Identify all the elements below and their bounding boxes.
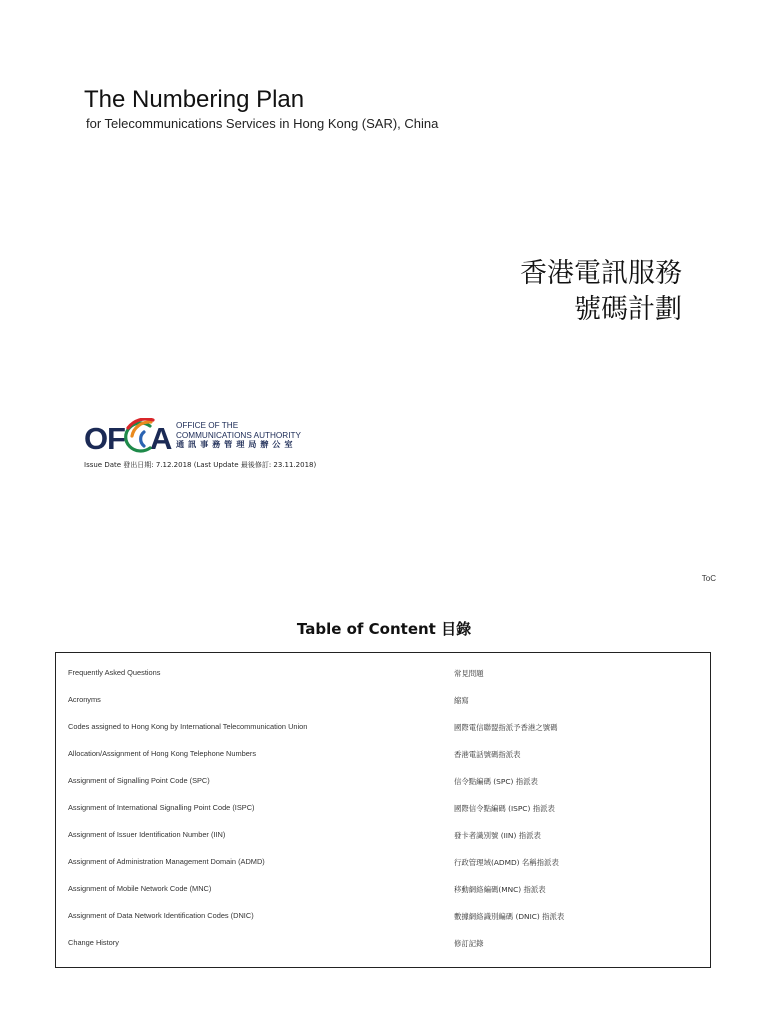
toc-entry-zh[interactable]: 縮寫	[454, 696, 469, 705]
document-subtitle: for Telecommunications Services in Hong Kong (SAR), China	[86, 116, 439, 131]
toc-entry-en[interactable]: Assignment of Issuer Identification Number (IIN)	[68, 830, 226, 839]
logo-letter-f: F	[107, 421, 126, 454]
toc-row-mnc[interactable]	[56, 876, 710, 903]
toc-entry-zh[interactable]: 國際信令點編碼 (ISPC) 指派表	[454, 804, 555, 813]
toc-entry-zh[interactable]: 發卡者識別號 (IIN) 指派表	[454, 831, 541, 840]
toc-row-faq[interactable]	[56, 660, 710, 687]
toc-row-itu-codes[interactable]	[56, 714, 710, 741]
toc-entry-zh[interactable]: 國際電信聯盟指派予香港之號碼	[454, 723, 558, 732]
toc-entry-zh[interactable]: 信令點編碼 (SPC) 指派表	[454, 777, 538, 786]
toc-entry-en[interactable]: Assignment of Mobile Network Code (MNC)	[68, 884, 212, 893]
toc-entry-zh[interactable]: 常見問題	[454, 669, 484, 678]
logo-letter-a: A	[150, 421, 173, 454]
toc-entry-zh[interactable]: 香港電話號碼指派表	[454, 750, 521, 759]
toc-row-dnic[interactable]	[56, 903, 710, 930]
logo-text-line-2: COMMUNICATIONS AUTHORITY	[176, 430, 301, 440]
toc-tag: ToC	[701, 574, 716, 583]
toc-row-admd[interactable]	[56, 849, 710, 876]
issue-date: Issue Date 發出日期: 7.12.2018 (Last Update 最後修訂: 23.11.2018)	[84, 461, 317, 469]
toc-entry-en[interactable]: Change History	[68, 938, 119, 947]
chinese-title-line-2: 號碼計劃	[574, 294, 682, 325]
toc-row-telephone-numbers[interactable]	[56, 741, 710, 768]
toc-entry-en[interactable]: Assignment of International Signalling Point Code (ISPC)	[68, 803, 255, 812]
chinese-title	[520, 256, 682, 328]
toc-entry-zh[interactable]: 行政管理域(ADMD) 名稱指派表	[454, 858, 559, 867]
logo-letter-o: O	[84, 421, 109, 454]
toc-entry-en[interactable]: Allocation/Assignment of Hong Kong Telephone Numbers	[68, 749, 257, 758]
toc-entry-en[interactable]: Acronyms	[68, 695, 101, 704]
toc-heading: Table of Content 目錄	[296, 620, 472, 638]
toc-entry-en[interactable]: Assignment of Signalling Point Code (SPC)	[68, 776, 210, 785]
logo-arc-icon	[126, 419, 153, 451]
toc-entry-en[interactable]: Codes assigned to Hong Kong by International Telecommunication Union	[68, 722, 308, 731]
toc-row-acronyms[interactable]	[56, 687, 710, 714]
toc-row-iin[interactable]	[56, 822, 710, 849]
toc-entry-en[interactable]: Frequently Asked Questions	[68, 668, 161, 677]
toc-entry-zh[interactable]: 數據網絡識別編碼 (DNIC) 指派表	[454, 912, 565, 921]
chinese-title-line-1: 香港電訊服務	[520, 258, 682, 289]
toc-entry-zh[interactable]: 移動網絡編碼(MNC) 指派表	[454, 885, 546, 894]
logo-text	[176, 421, 301, 450]
logo-text-line-1: OFFICE OF THE	[176, 421, 239, 430]
toc-entry-en[interactable]: Assignment of Data Network Identification Codes (DNIC)	[68, 911, 254, 920]
toc-table	[55, 652, 711, 968]
toc-entry-en[interactable]: Assignment of Administration Management Domain (ADMD)	[68, 857, 265, 866]
toc-row-ispc[interactable]	[56, 795, 710, 822]
toc-row-spc[interactable]	[56, 768, 710, 795]
toc-entry-zh[interactable]: 修訂記錄	[454, 939, 484, 948]
toc-row-change-history[interactable]	[56, 930, 710, 957]
logo-text-line-3: 通 訊 事 務 管 理 局 辦 公 室	[176, 439, 294, 450]
document-title: The Numbering Plan	[84, 86, 305, 113]
